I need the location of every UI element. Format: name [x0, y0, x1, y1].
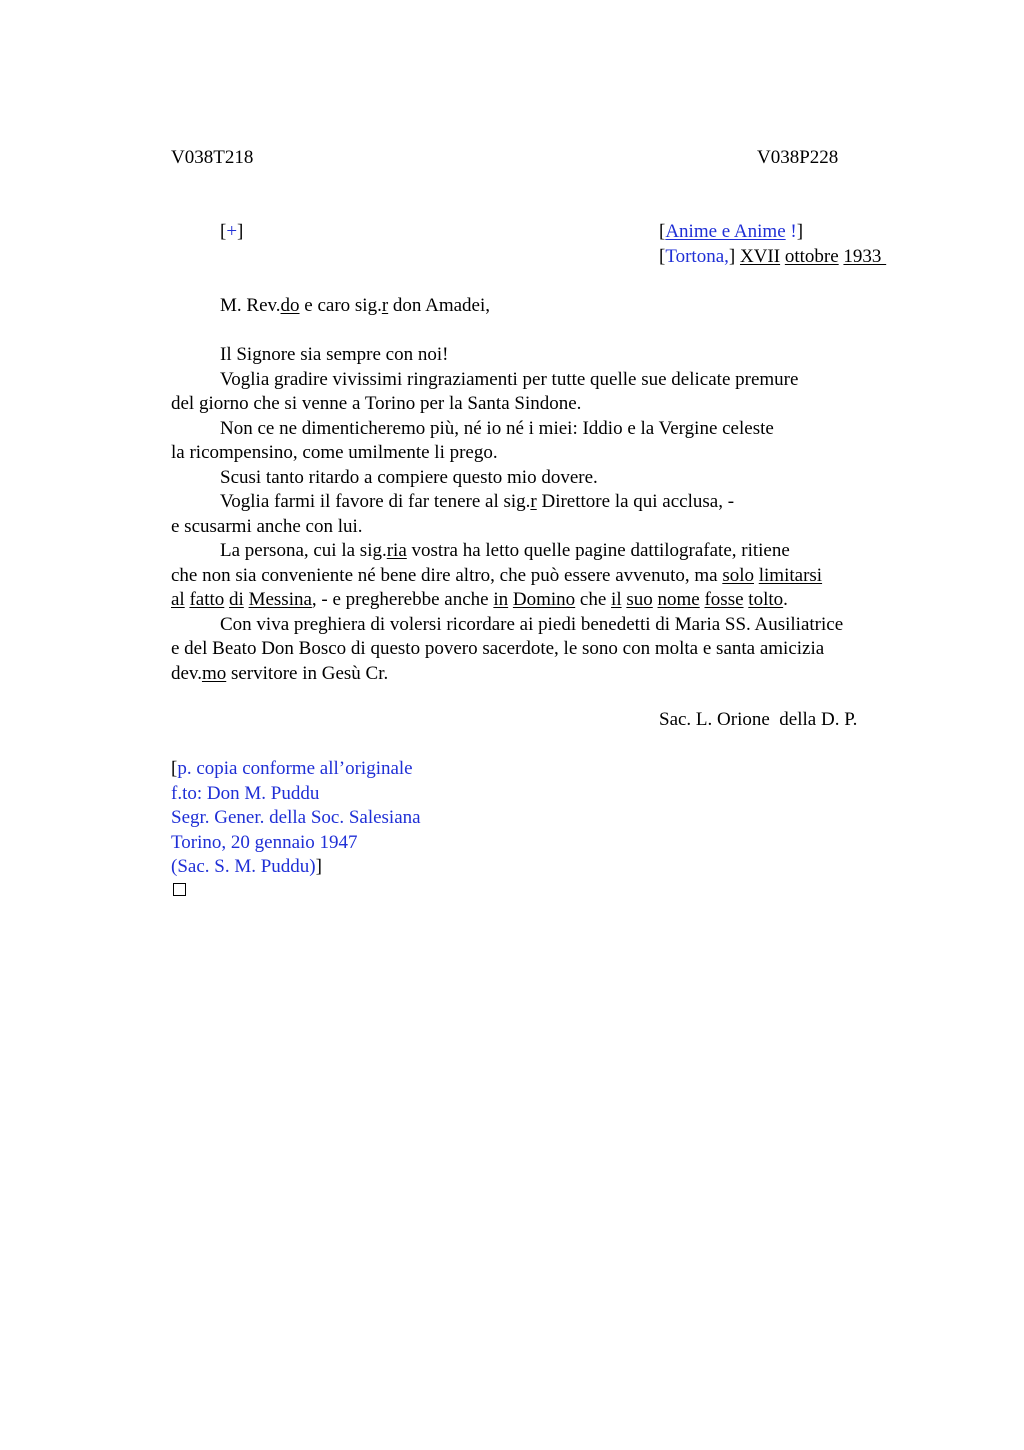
body-line: Non ce ne dimenticheremo più, né io né i miei: Iddio e la Vergine celeste — [220, 417, 774, 439]
underlined-word: fosse — [704, 589, 744, 610]
body-line: e scusarmi anche con lui. — [171, 515, 363, 537]
bracket-open: [ — [659, 246, 666, 267]
underlined-word: il — [611, 589, 622, 610]
body-line: la ricompensino, come umilmente li prego. — [171, 442, 498, 463]
body-line: Scusi tanto ritardo a compiere questo mio dovere. — [220, 466, 598, 488]
title-exclamation: ! — [790, 221, 797, 242]
abbrev-superscript: r — [530, 491, 537, 512]
note-line — [171, 757, 931, 782]
body-text: La persona, cui la sig. — [220, 540, 387, 561]
note-line: f.to: Don M. Puddu — [171, 782, 320, 804]
date-year: 1933 — [843, 246, 887, 267]
underlined-word: al — [171, 589, 185, 610]
body-text: . — [783, 589, 788, 610]
cross-symbol: + — [226, 221, 238, 242]
body-line — [171, 564, 931, 589]
body-line — [171, 490, 931, 515]
abbrev-superscript: ria — [386, 540, 407, 561]
abbrev-superscript: mo — [201, 662, 227, 684]
bracket-open: [ — [220, 221, 227, 242]
editorial-note — [171, 757, 931, 880]
abbrev-superscript: r — [381, 295, 389, 316]
body-line: Con viva preghiera di volersi ricordare ai piedi benedetti di Maria SS. Ausiliatrice — [220, 613, 844, 635]
note-text: (Sac. S. M. Puddu) — [171, 856, 316, 877]
document-code-left: V038T218 — [171, 147, 254, 168]
note-line: Segr. Gener. della Soc. Salesiana — [171, 807, 421, 828]
body-line: e del Beato Don Bosco di questo povero sacerdote, le sono con molta e santa amicizia — [171, 638, 825, 659]
letter-body — [171, 343, 931, 686]
underlined-word: limitarsi — [758, 564, 823, 586]
body-line: del giorno che si venne a Torino per la Santa Sindone. — [171, 393, 582, 414]
body-text: che — [575, 589, 612, 610]
underlined-word: nome — [657, 589, 700, 610]
body-text: che non sia conveniente né bene dire altro, che può essere avvenuto, ma — [171, 564, 723, 586]
body-text: servitore in Gesù Cr. — [226, 662, 389, 684]
note-line — [171, 855, 931, 880]
note-line: Torino, 20 gennaio 1947 — [171, 831, 358, 853]
signature: Sac. L. Orione della D. P. — [659, 709, 858, 730]
document-code-right: V038P228 — [757, 147, 839, 168]
bracket-open: [ — [171, 758, 178, 779]
salutation-text: e caro sig. — [299, 295, 382, 316]
bracket-open: [ — [659, 221, 666, 242]
bracket-close: ] — [315, 856, 322, 877]
body-line — [171, 588, 931, 613]
underlined-word: tolto — [748, 589, 784, 610]
body-line: Voglia gradire vivissimi ringraziamenti per tutte quelle sue delicate premure — [220, 368, 799, 390]
body-text: , - e pregherebbe anche — [311, 589, 494, 610]
underlined-word: solo — [722, 564, 754, 586]
title-link[interactable]: Anime e Anime — [665, 221, 786, 242]
letter-date — [659, 245, 886, 270]
underlined-word: in — [493, 589, 509, 610]
cross-marker — [220, 220, 243, 245]
abbrev-superscript: do — [280, 295, 300, 316]
body-line — [171, 539, 931, 564]
date-month: ottobre — [784, 246, 839, 267]
body-text: Voglia farmi il favore di far tenere al sig. — [220, 491, 531, 512]
salutation-text: M. Rev. — [220, 295, 281, 316]
body-text: vostra ha letto quelle pagine dattilografate, ritiene — [406, 540, 790, 561]
underlined-word: Domino — [512, 589, 576, 610]
bracket-close: ] — [796, 221, 804, 242]
letter-title — [659, 220, 803, 245]
underlined-word: suo — [626, 589, 653, 610]
underlined-word: Messina — [248, 589, 312, 610]
bracket-close: ] — [728, 246, 736, 267]
date-place: Tortona, — [665, 246, 729, 267]
bracket-close: ] — [237, 221, 244, 242]
body-text: dev. — [171, 662, 202, 684]
underlined-word: di — [229, 589, 244, 610]
note-text: p. copia conforme all’originale — [177, 758, 413, 779]
end-marker-box-icon — [173, 883, 186, 896]
body-line — [171, 662, 931, 687]
body-text: Direttore la qui acclusa, - — [536, 491, 735, 512]
salutation — [220, 294, 490, 319]
underlined-word: fatto — [189, 589, 225, 610]
date-roman: XVII — [739, 246, 781, 267]
salutation-text: don Amadei, — [388, 295, 491, 316]
body-line: Il Signore sia sempre con noi! — [220, 344, 449, 365]
